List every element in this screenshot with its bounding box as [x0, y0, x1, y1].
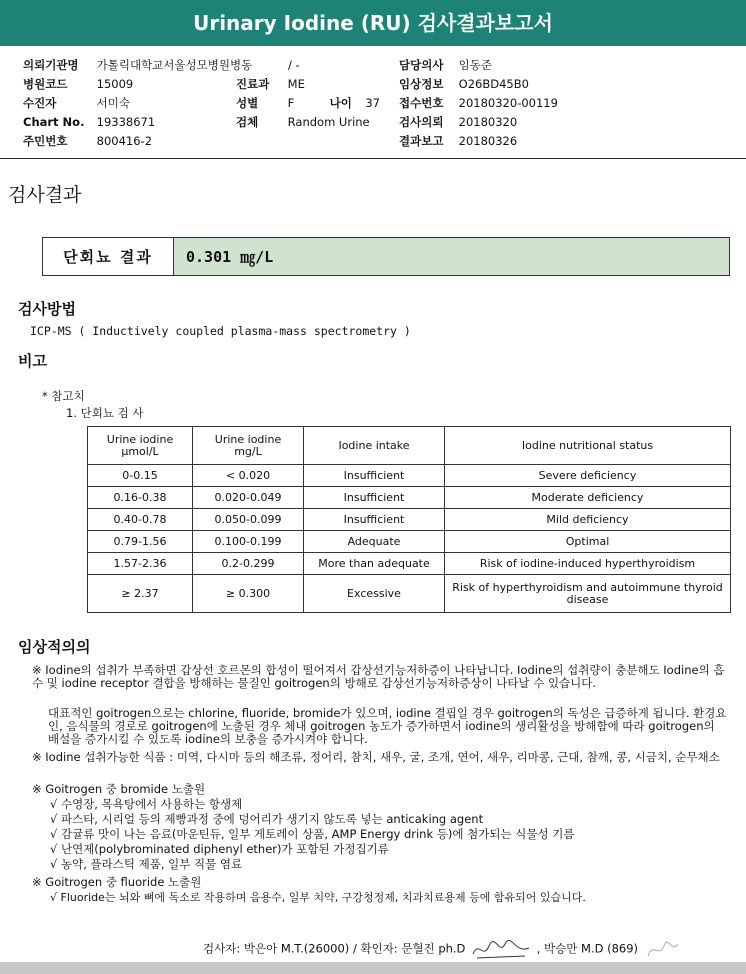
recipient-value: 서미숙: [96, 96, 130, 110]
patient-info-mid: [236, 75, 380, 132]
table-cell: Excessive: [304, 575, 445, 613]
table-cell: Insufficient: [304, 487, 445, 509]
chart-label: Chart No.: [23, 115, 85, 129]
clinical-paragraph-1: ※ Iodine의 섭취가 부족하면 갑상선 호르몬의 합성이 떨어져서 갑상선기능저하증이 나타납니다. Iodine의 섭취량이 충분해도 Iodine의 흡수 및 iodine receptor 결합을 방해하는 물질인 goitrogen의 방해로 갑상선기능저하증상이 나타날 수 있습니다.: [32, 663, 725, 690]
table-row: [88, 509, 731, 531]
table-cell: ≥ 2.37: [88, 575, 193, 613]
results-heading: 검사결과: [8, 184, 82, 206]
table-cell: More than adequate: [304, 553, 445, 575]
header-cell: Urine iodine mg/L: [193, 427, 304, 465]
institution-label: 의뢰기관명: [23, 58, 79, 72]
report-value: 20180326: [458, 134, 518, 148]
table-cell: Mild deficiency: [445, 509, 731, 531]
report-title: Urinary Iodine (RU) 검사결과보고서: [0, 0, 746, 46]
recipient-label: 수진자: [23, 96, 57, 110]
age-label: 나이: [329, 96, 352, 110]
id-value: 800416-2: [96, 134, 153, 148]
table-cell: 0.16-0.38: [88, 487, 193, 509]
specimen-label: 검체: [236, 115, 259, 129]
ward-value: / -: [288, 58, 300, 72]
clinical-info-value: O26BD45B0: [458, 77, 529, 91]
method-heading: 검사방법: [18, 300, 76, 318]
header-cell: Urine iodine μmol/L: [88, 427, 193, 465]
result-label: 단회뇨 결과: [43, 238, 174, 275]
divider: [0, 158, 746, 159]
table-cell: 0.79-1.56: [88, 531, 193, 553]
table-cell: 0.050-0.099: [193, 509, 304, 531]
request-label: 검사의뢰: [399, 115, 444, 129]
fluoride-title: ※ Goitrogen 중 fluoride 노출원: [32, 875, 202, 889]
patient-info-right: [399, 56, 558, 151]
clinical-paragraph-3: ※ Iodine 섭취가능한 식품 : 미역, 다시마 등의 해조류, 정어리, 참치, 새우, 굴, 조개, 연어, 새우, 리마콩, 근대, 참깨, 콩, 시금치, 순무채소: [32, 750, 720, 764]
table-row: [88, 575, 731, 613]
sex-value: F: [287, 96, 295, 110]
doctor-label: 담당의사: [399, 58, 444, 72]
signature-image: [469, 936, 533, 962]
table-cell: Adequate: [304, 531, 445, 553]
header-cell: Iodine nutritional status: [445, 427, 731, 465]
dept-value: ME: [287, 77, 305, 91]
remarks-heading: 비고: [18, 352, 47, 370]
clinical-info-label: 임상정보: [399, 77, 444, 91]
reference-title: * 참고치: [42, 389, 85, 403]
receipt-no-label: 접수번호: [399, 96, 444, 110]
table-cell: < 0.020: [193, 465, 304, 487]
table-cell: Risk of iodine-induced hyperthyroidism: [445, 553, 731, 575]
table-cell: 0.40-0.78: [88, 509, 193, 531]
result-box: [42, 237, 730, 276]
table-cell: Insufficient: [304, 465, 445, 487]
specimen-value: Random Urine: [287, 115, 370, 129]
chart-value: 19338671: [96, 115, 156, 129]
footer: [203, 936, 682, 962]
age-value: 37: [365, 96, 380, 110]
clinical-paragraph-2: 대표적인 goitrogen으로는 chlorine, fluoride, bromide가 있으며, iodine 결핍일 경우 goitrogen의 독성은 급증하게 됩니다. 환경요인, 음식물의 경로로 goitrogen에 노출된 경우 체내 goitrogen 농도가 증가하면서 iodine의 생리활성을 방해함에 따라 goitrogen의 배설을 증가시킬 수 있도록 iodine의 보충을 증가시켜야 합니다.: [48, 706, 727, 746]
clinical-heading: 임상적의의: [18, 638, 91, 656]
table-row: [88, 531, 731, 553]
table-cell: Severe deficiency: [445, 465, 731, 487]
request-value: 20180320: [458, 115, 518, 129]
patient-info: [23, 56, 252, 151]
table-header-row: [88, 427, 731, 465]
hospital-code-label: 병원코드: [23, 77, 68, 91]
receipt-no-value: 20180320-00119: [458, 96, 558, 110]
fluoride-item: √ Fluoride는 뇌와 뼈에 독소로 작용하며 음용수, 일부 치약, 구강청정제, 치과치료용제 등에 함유되어 있습니다.: [50, 891, 586, 904]
dept-label: 진료과: [236, 77, 270, 91]
table-cell: 0-0.15: [88, 465, 193, 487]
reference-table: [87, 426, 731, 613]
bottom-strip: [0, 962, 746, 974]
result-value: 0.301 ㎎/L: [174, 238, 729, 275]
doctor-value: 임동준: [458, 58, 492, 72]
institution-value: 가톨릭대학교서울성모병원병동: [96, 58, 253, 72]
table-row: [88, 487, 731, 509]
bromide-item: √ 수영장, 목욕탕에서 사용하는 항생제: [50, 797, 243, 811]
table-cell: ≥ 0.300: [193, 575, 304, 613]
hospital-code-value: 15009: [96, 77, 134, 91]
bromide-item: √ 난연제(polybrominated diphenyl ether)가 포함된 가정집기류: [50, 842, 389, 856]
bromide-item: √ 감귤류 맛이 나는 음료(마운틴듀, 일부 게토레이 상품, AMP Energy drink 등)에 첨가되는 식물성 기름: [50, 827, 575, 841]
bromide-item: √ 파스타, 시리얼 등의 제빵과정 중에 덩어리가 생기지 않도록 넣는 anticaking agent: [50, 812, 484, 826]
table-cell: 0.2-0.299: [193, 553, 304, 575]
table-cell: Risk of hyperthyroidism and autoimmune thyroid disease: [445, 575, 731, 613]
table-cell: 0.100-0.199: [193, 531, 304, 553]
table-cell: Optimal: [445, 531, 731, 553]
table-cell: 1.57-2.36: [88, 553, 193, 575]
method-text: ICP-MS ( Inductively coupled plasma-mass spectrometry ): [30, 324, 411, 338]
confirmer-text: , 박승만 M.D (869): [536, 941, 639, 956]
bromide-title: ※ Goitrogen 중 bromide 노출원: [32, 782, 206, 796]
sex-label: 성별: [236, 96, 259, 110]
table-row: [88, 465, 731, 487]
id-label: 주민번호: [23, 134, 68, 148]
tester-text: 검사자: 박은아 M.T.(26000) / 확인자: 문혈진 ph.D: [203, 941, 466, 956]
report-label: 결과보고: [399, 134, 444, 148]
table-row: [88, 553, 731, 575]
header-cell: Iodine intake: [304, 427, 445, 465]
table-cell: 0.020-0.049: [193, 487, 304, 509]
reference-subtitle: 1. 단회뇨 검 사: [66, 406, 144, 420]
table-cell: Insufficient: [304, 509, 445, 531]
table-cell: Moderate deficiency: [445, 487, 731, 509]
bromide-item: √ 농약, 플라스틱 제품, 일부 직물 염료: [50, 857, 243, 871]
signature-image-2: [642, 936, 682, 962]
